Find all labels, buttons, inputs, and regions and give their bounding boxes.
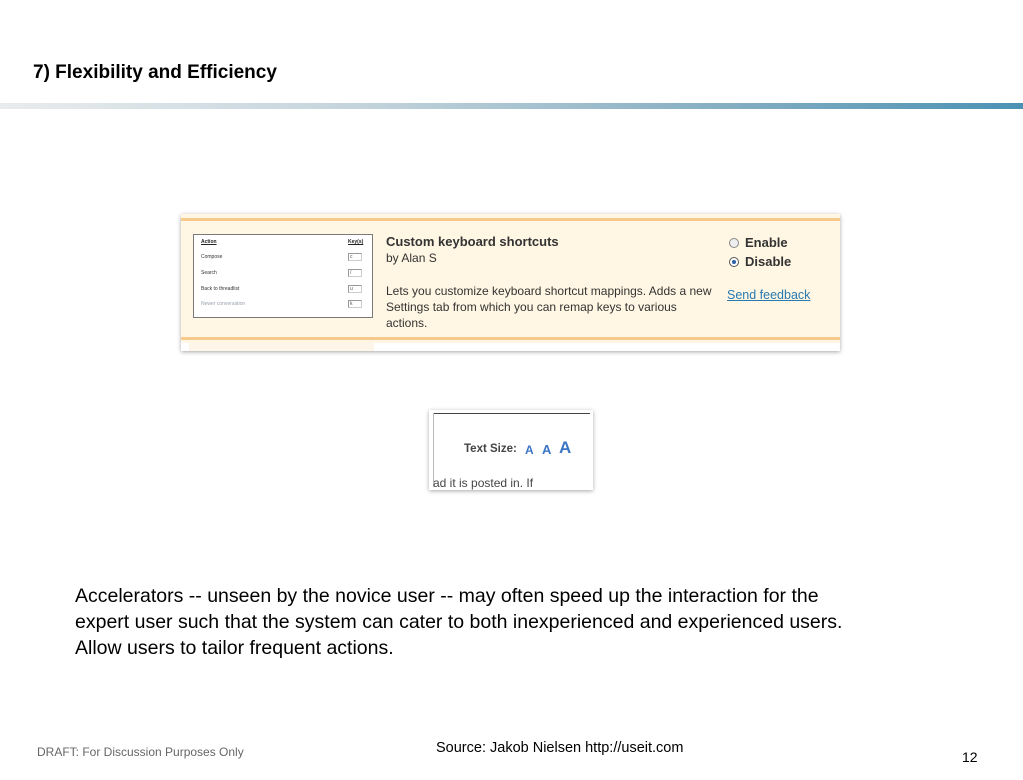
lab-description: Lets you customize keyboard shortcut mappings. Adds a new Settings tab from which you can remap keys to various actions.	[386, 284, 712, 330]
thumbnail-row-label: Newer conversation	[201, 301, 246, 307]
body-line: expert user such that the system can cater to both inexperienced and experienced users.	[75, 611, 843, 633]
enable-radio[interactable]	[729, 235, 788, 250]
radio-unchecked-icon	[729, 238, 739, 248]
slide-title: 7) Flexibility and Efficiency	[33, 62, 277, 83]
body-line: Accelerators -- unseen by the novice user -- may often speed up the interaction for the	[75, 585, 819, 607]
disable-radio[interactable]	[729, 254, 791, 269]
footer-source: Source: Jakob Nielsen http://useit.com	[436, 740, 684, 756]
lab-author: by Alan S	[386, 251, 437, 265]
thumbnail-key-field: /	[348, 269, 362, 277]
text-size-small-button[interactable]: A	[525, 443, 534, 457]
cut-off-text: ad it is posted in. If	[433, 476, 534, 490]
thumbnail-key-field: k	[348, 300, 362, 308]
thumbnail-row-label: Back to threadlist	[201, 286, 240, 292]
disable-label: Disable	[745, 254, 792, 269]
lab-title: Custom keyboard shortcuts	[386, 234, 559, 249]
body-line: Allow users to tailor frequent actions.	[75, 637, 394, 659]
panel-bottom-strip	[181, 343, 840, 351]
footer-draft-note: DRAFT: For Discussion Purposes Only	[37, 745, 244, 759]
radio-checked-icon	[729, 257, 739, 267]
thumbnail-key-field: u	[348, 285, 362, 293]
enable-label: Enable	[745, 235, 788, 250]
accent-bar-top	[181, 218, 840, 221]
body-text	[75, 583, 955, 661]
thumbnail-col-keys: Key(s)	[348, 239, 364, 245]
thumbnail-col-action: Action	[201, 239, 217, 245]
title-divider	[0, 103, 1023, 109]
thumbnail-row-label: Compose	[201, 254, 223, 260]
accent-bar-bottom	[181, 337, 840, 340]
page-number: 12	[962, 749, 978, 765]
thumbnail-key-field: c	[348, 253, 362, 261]
shortcut-thumbnail	[193, 234, 373, 318]
text-size-large-button[interactable]: A	[559, 438, 572, 457]
text-size-screenshot	[429, 410, 593, 490]
text-size-medium-button[interactable]: A	[542, 442, 552, 457]
send-feedback-link[interactable]: Send feedback	[727, 288, 811, 302]
thumbnail-row-label: Search	[201, 270, 217, 276]
text-size-label: Text Size:	[464, 443, 517, 455]
labs-screenshot	[181, 214, 840, 351]
